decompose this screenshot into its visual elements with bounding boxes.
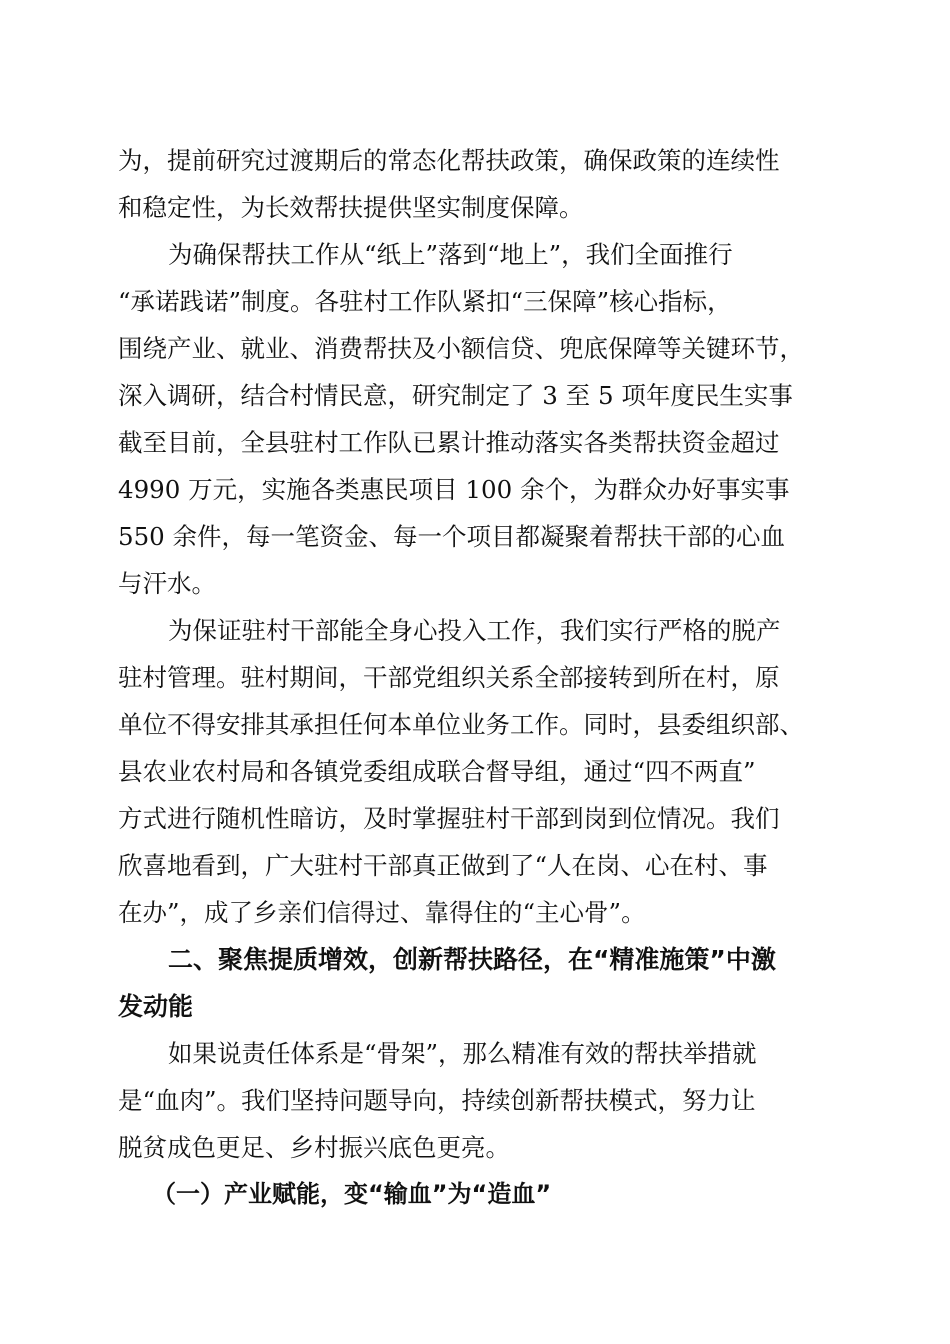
document-body (118, 137, 838, 1218)
paragraph-line: 为保证驻村干部能全身心投入工作，我们实行严格的脱产 (168, 616, 781, 645)
paragraph-line: 如果说责任体系是“骨架”，那么精准有效的帮扶举措就 (168, 1039, 757, 1068)
paragraph-line: “承诺践诺”制度。各驻村工作队紧扣“三保障”核心指标， (118, 287, 732, 316)
paragraph-line: 截至目前，全县驻村工作队已累计推动落实各类帮扶资金超过 (118, 428, 780, 457)
subsection-heading: （一）产业赋能，变“输血”为“造血” (152, 1180, 552, 1208)
paragraph-line: 县农业农村局和各镇党委组成联合督导组，通过“四不两直” (118, 757, 756, 786)
paragraph-line: 围绕产业、就业、消费帮扶及小额信贷、兜底保障等关键环节， (118, 334, 804, 363)
paragraph-line: 驻村管理。驻村期间，干部党组织关系全部接转到所在村，原 (118, 663, 780, 692)
paragraph-line: 和稳定性，为长效帮扶提供坚实制度保障。 (118, 193, 584, 222)
paragraph-line: 单位不得安排其承担任何本单位业务工作。同时，县委组织部、 (118, 710, 804, 739)
section-heading: 二、聚焦提质增效，创新帮扶路径，在“精准施策”中激 (168, 945, 776, 974)
paragraph-line: 欣喜地看到，广大驻村干部真正做到了“人在岗、心在村、事 (118, 851, 768, 880)
section-heading-continued: 发动能 (118, 992, 194, 1021)
paragraph-line: 550 余件，每一笔资金、每一个项目都凝聚着帮扶干部的心血 (118, 522, 786, 551)
paragraph-line: 为确保帮扶工作从“纸上”落到“地上”，我们全面推行 (168, 240, 733, 269)
paragraph-line: 深入调研，结合村情民意，研究制定了 3 至 5 项年度民生实事 (118, 381, 793, 410)
paragraph-line: 方式进行随机性暗访，及时掌握驻村干部到岗到位情况。我们 (118, 804, 780, 833)
paragraph-line: 脱贫成色更足、乡村振兴底色更亮。 (118, 1133, 510, 1162)
paragraph-line: 为，提前研究过渡期后的常态化帮扶政策，确保政策的连续性 (118, 146, 780, 175)
paragraph-line: 是“血肉”。我们坚持问题导向，持续创新帮扶模式，努力让 (118, 1086, 756, 1115)
paragraph-line: 4990 万元，实施各类惠民项目 100 余个，为群众办好事实事 (118, 475, 790, 504)
paragraph-line: 与汗水。 (118, 569, 216, 598)
paragraph-line: 在办”，成了乡亲们信得过、靠得住的“主心骨”。 (118, 898, 646, 927)
